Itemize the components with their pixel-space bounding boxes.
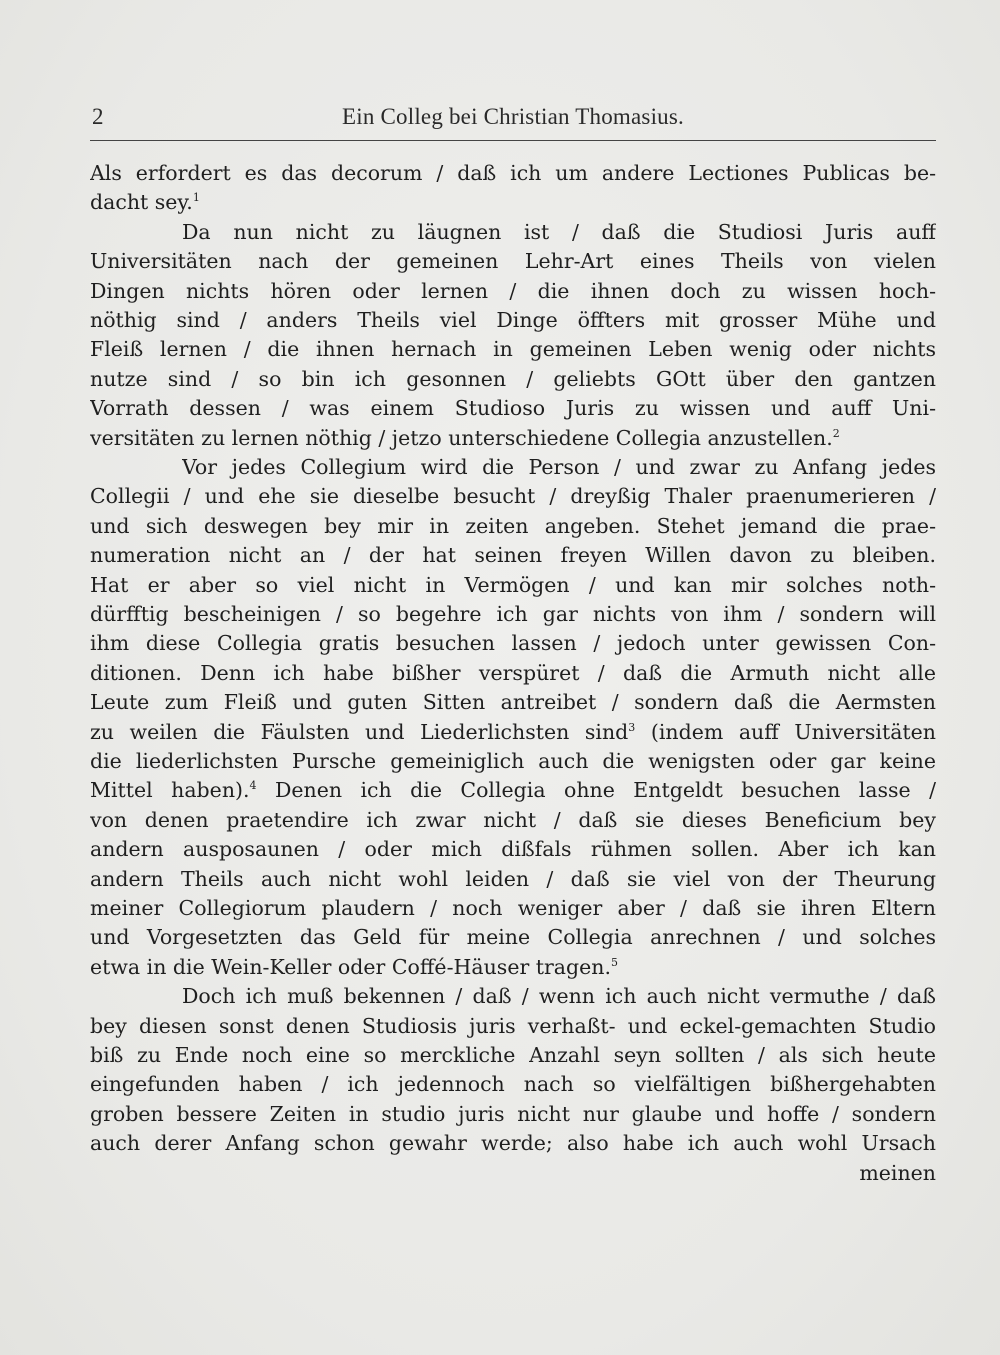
text-line [90, 834, 936, 864]
line-text: Dingen nichts hören oder lernen / die ihnen doch zu wissen hoch- [90, 278, 936, 303]
line-text: biß zu Ende noch eine so merckliche Anzahl seyn sollten / als sich heute [90, 1043, 936, 1067]
text-line [90, 1069, 936, 1099]
line-text: Als erfordert es das decorum / daß ich um andere Lectiones Publicas be- [90, 161, 936, 185]
text-line [90, 334, 936, 364]
line-text: groben bessere Zeiten in studio juris nicht nur glaube und hoffe / sondern [90, 1101, 936, 1126]
line-text: Doch ich muß bekennen / daß / wenn ich auch nicht vermuthe / daß [182, 984, 936, 1009]
footnote-marker: 4 [249, 779, 257, 793]
line-text: die liederlichsten Pursche gemeiniglich auch die wenigsten oder gar keine [90, 749, 936, 773]
text-line [90, 864, 936, 894]
line-text: nöthig sind / anders Theils viel Dinge öffters mit grosser Mühe und [90, 308, 936, 332]
text-line [90, 570, 936, 600]
text-line [90, 599, 936, 629]
text-line [90, 805, 936, 835]
line-text: nutze sind / so bin ich gesonnen / geliebts GOtt über den gantzen [90, 366, 936, 391]
text-line [90, 1011, 936, 1041]
text-line [182, 217, 936, 247]
text-line [90, 775, 936, 805]
text-line [90, 481, 936, 511]
line-text: dürfftig bescheinigen / so begehre ich gar nichts von ihm / sondern will [90, 602, 936, 626]
line-text: Vor jedes Collegium wird die Person / und zwar zu Anfang jedes [182, 455, 936, 479]
text-line [90, 187, 936, 217]
line-text: und sich deswegen bey mir in zeiten angeben. Stehet jemand die prae- [90, 513, 936, 538]
text-line [90, 246, 936, 276]
line-text: Hat er aber so viel nicht in Vermögen / und kan mir solches noth- [90, 572, 936, 597]
line-text: Collegii / und ehe sie dieselbe besucht / dreyßig Thaler praenumerieren / [90, 484, 936, 509]
line-text: numeration nicht an / der hat seinen freyen Willen davon zu bleiben. [90, 543, 936, 568]
line-text: von denen praetendire ich zwar nicht / daß sie dieses Beneficium bey [90, 807, 936, 832]
line-text: auch derer Anfang schon gewahr werde; also habe ich auch wohl Ursach [90, 1131, 936, 1156]
footnote-marker: 3 [628, 720, 636, 734]
line-text: Fleiß lernen / die ihnen hernach in gemeinen Leben wenig oder nichts [90, 337, 936, 362]
text-line [90, 1128, 936, 1158]
line-text: meiner Collegiorum plaudern / noch weniger aber / daß sie ihren Eltern [90, 896, 936, 920]
line-text: und Vorgesetzten das Geld für meine Collegia anrechnen / und solches [90, 925, 936, 950]
text-line [90, 423, 936, 453]
line-text: Leute zum Fleiß und guten Sitten antreibet / sondern daß die Aermsten [90, 690, 936, 715]
line-text: dacht sey. [90, 190, 193, 215]
text-line [90, 893, 936, 923]
line-text-continued: Denen ich die Collegia ohne Entgeldt besuchen lasse / [256, 778, 936, 803]
footnote-marker: 5 [611, 955, 618, 969]
text-line [90, 540, 936, 570]
text-line [90, 276, 936, 306]
page-header [90, 100, 936, 141]
line-text: meinen [859, 1160, 936, 1185]
text-line [90, 1099, 936, 1129]
text-line [182, 452, 936, 482]
text-line [90, 658, 936, 688]
text-line [182, 981, 936, 1011]
line-text-continued: (indem auff Universitäten [635, 719, 936, 744]
text-line [90, 1158, 936, 1188]
line-text: zu weilen die Fäulsten und Liederlichsten sind [90, 719, 629, 744]
line-text: Da nun nicht zu läugnen ist / daß die Studiosi Juris auff [182, 219, 936, 244]
running-title: Ein Colleg bei Christian Thomasius. [342, 104, 684, 129]
footnote-marker: 1 [192, 191, 200, 205]
line-text: andern ausposaunen / oder mich dißfals rühmen sollen. Aber ich kan [90, 837, 936, 862]
text-line [90, 1040, 936, 1070]
text-line [90, 158, 936, 188]
text-line [90, 746, 936, 776]
text-line [90, 952, 936, 982]
page-number: 2 [92, 104, 104, 129]
text-line [90, 922, 936, 952]
footnote-marker: 2 [832, 426, 840, 440]
line-text: versitäten zu lernen nöthig / jetzo unterschiedene Collegia anzustellen. [90, 425, 833, 450]
text-line [90, 628, 936, 658]
line-text: ihm diese Collegia gratis besuchen lassen / jedoch unter gewissen Con- [90, 631, 936, 656]
line-text: bey diesen sonst denen Studiosis juris verhaßt- und eckel-gemachten Studio [90, 1013, 936, 1038]
line-text: andern Theils auch nicht wohl leiden / daß sie viel von der Theurung [90, 866, 936, 891]
line-text: ditionen. Denn ich habe bißher verspüret / daß die Armuth nicht alle [90, 660, 936, 685]
line-text: etwa in die Wein-Keller oder Coffé-Häuser tragen. [90, 954, 611, 979]
text-line [90, 511, 936, 541]
line-text: Mittel haben). [90, 778, 250, 803]
text-line [90, 687, 936, 717]
line-text: Vorrath dessen / was einem Studioso Juris zu wissen und auff Uni- [90, 396, 936, 421]
line-text: eingefunden haben / ich jedennoch nach so vielfältigen bißhergehabten [90, 1072, 936, 1097]
text-line [90, 393, 936, 423]
text-line [90, 364, 936, 394]
line-text: Universitäten nach der gemeinen Lehr-Art eines Theils von vielen [90, 249, 936, 274]
text-line [90, 305, 936, 335]
text-line [90, 717, 936, 747]
